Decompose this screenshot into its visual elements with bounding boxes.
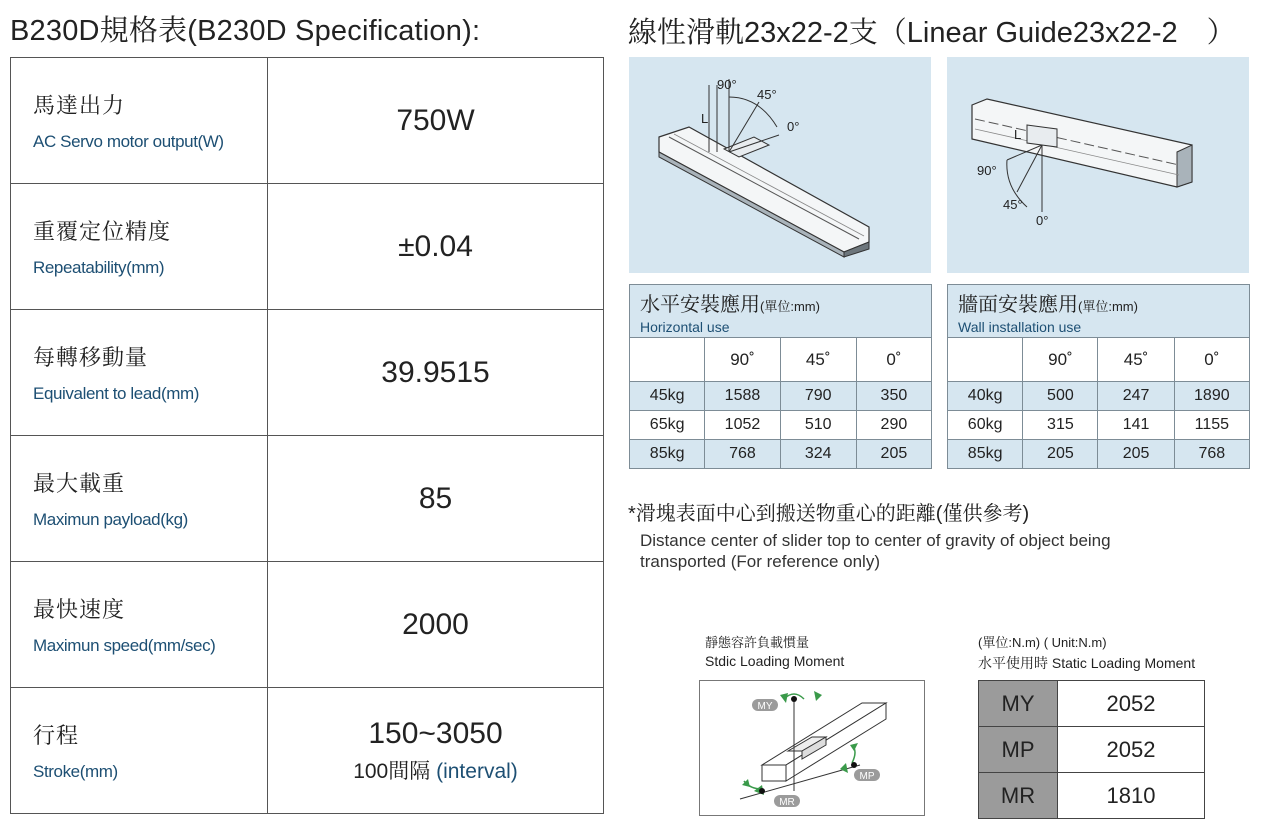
column-header: 90˚ [1023,338,1098,382]
table-row [979,681,1205,727]
angle-90-label: 90° [717,77,737,92]
spec-value: 85 [268,436,604,562]
wall-install-illustration [947,57,1249,273]
spec-label-zh: 行程 [33,723,80,748]
wall-rail-drawing [947,57,1249,273]
spec-label-en: Repeatability(mm) [33,258,165,277]
table-row: 85kg 205 205 768 [948,440,1250,469]
column-header: 45˚ [1098,338,1174,382]
moment-diagram [699,680,925,816]
moment-key: MR [979,773,1058,819]
table-row [11,310,604,436]
table-title-zh: 牆面安裝應用 [958,293,1078,316]
note-zh: *滑塊表面中心到搬送物重心的距離(僅供參考) [628,503,1030,525]
moment-key: MP [979,727,1058,773]
static-loading-label-en: Stdic Loading Moment [705,653,845,669]
spec-table [10,57,604,814]
table-row: 45kg 1588 790 350 [630,382,932,411]
stroke-interval [268,755,603,785]
spec-label-en: Equivalent to lead(mm) [33,384,199,403]
column-header: 45˚ [780,338,856,382]
spec-label-zh: 馬達出力 [33,93,126,118]
spec-value: ±0.04 [268,184,604,310]
angle-0-label: 0° [787,119,800,134]
table-row [11,184,604,310]
stroke-range: 150~3050 [368,716,503,750]
spec-label-en: AC Servo motor output(W) [33,132,224,151]
page-title: B230D規格表(B230D Specification): [10,15,481,47]
table-row [11,688,604,814]
table-title-en: Wall installation use [958,318,1082,335]
note-en-line2: transported (For reference only) [640,552,880,571]
table-row [11,436,604,562]
horizontal-rail-drawing [629,57,931,273]
mr-tag: MR [779,797,795,808]
reference-note [628,497,1208,572]
spec-label-en: Stroke(mm) [33,762,118,781]
horizontal-use-table [629,284,932,469]
spec-label-zh: 最快速度 [33,597,126,622]
moment-value: 2052 [1058,727,1205,773]
interval-en: (interval) [436,759,518,783]
angle-45-label: 45° [1003,197,1023,212]
static-loading-label-zh: 靜態容許負載慣量 [705,635,810,650]
spec-value: 2000 [268,562,604,688]
table-row [979,727,1205,773]
angle-45-label: 45° [757,87,777,102]
angle-90-label: 90° [977,163,997,178]
table-row: 85kg 768 324 205 [630,440,932,469]
my-tag: MY [757,701,773,712]
moment-value: 2052 [1058,681,1205,727]
table-header-row [948,338,1250,382]
table-row [979,773,1205,819]
linear-guide-title: 線性滑軌23x22-2支（Linear Guide23x22-2 ） [628,17,1236,49]
horizontal-install-illustration [629,57,931,273]
table-title-zh: 水平安裝應用 [640,293,760,316]
length-L-label: L [1014,127,1022,142]
spec-value [268,688,604,814]
table-unit: (單位:mm) [1078,298,1138,314]
angle-0-label: 0° [1036,213,1049,228]
spec-label-zh: 最大載重 [33,471,126,496]
unit-label: (單位:N.m) ( Unit:N.m) [978,635,1107,650]
moment-axes-drawing [700,681,924,815]
horizontal-use-label: 水平使用時 Static Loading Moment [978,655,1196,671]
spec-value: 750W [268,58,604,184]
wall-use-table [947,284,1250,469]
table-header-row [630,338,932,382]
table-row [11,58,604,184]
interval-zh: 100間隔 [353,759,431,783]
mp-tag: MP [859,771,875,782]
spec-label-zh: 每轉移動量 [33,345,149,370]
spec-label-zh: 重覆定位精度 [33,219,172,244]
table-row: 65kg 1052 510 290 [630,411,932,440]
note-en-line1: Distance center of slider top to center of gravity of object being [640,531,1111,550]
static-moment-table [978,680,1205,819]
table-row: 40kg 500 247 1890 [948,382,1250,411]
length-L-label: L [701,111,709,126]
table-title-en: Horizontal use [640,318,730,335]
column-header: 90˚ [705,338,780,382]
table-unit: (單位:mm) [760,298,820,314]
spec-label-en: Maximun speed(mm/sec) [33,636,216,655]
column-header: 0˚ [856,338,931,382]
spec-value: 39.9515 [268,310,604,436]
moment-value: 1810 [1058,773,1205,819]
moment-key: MY [979,681,1058,727]
spec-label-en: Maximun payload(kg) [33,510,188,529]
table-row: 60kg 315 141 1155 [948,411,1250,440]
column-header: 0˚ [1174,338,1249,382]
table-row [11,562,604,688]
